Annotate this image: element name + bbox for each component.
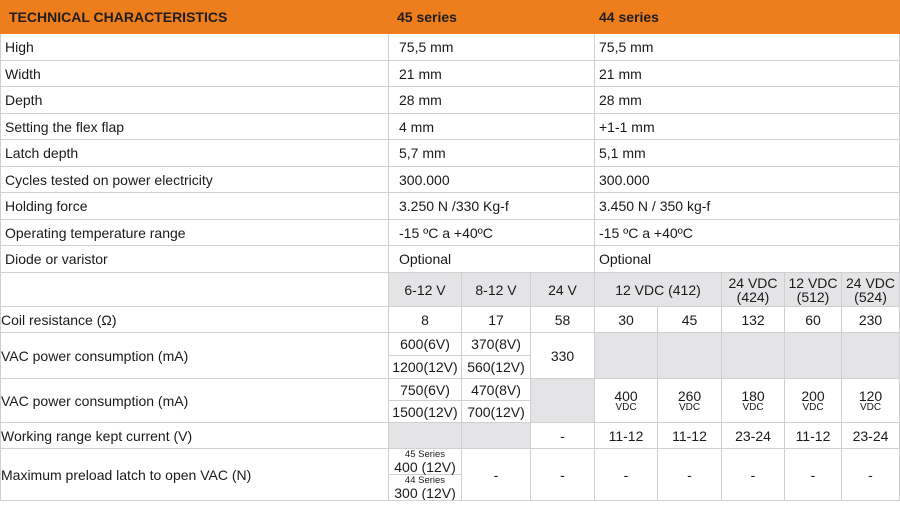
vdc-unit: VDC [615,401,637,413]
coil-value: 230 [842,307,900,333]
vac-value-bottom: 1500(12V) [392,403,458,420]
value-44: -15 ºC a +40ºC [595,220,900,246]
header-45-series: 45 series [389,1,595,34]
coil-value: 45 [658,307,722,333]
value-44: +1-1 mm [595,114,900,140]
empty-gray-cell [658,333,722,379]
vdc-number: 200 [801,387,825,404]
row-vac-consumption-1 [1,333,900,379]
row-holding-force [1,193,900,220]
empty-gray-cell [785,333,842,379]
row-label: Cycles tested on power electricity [1,167,389,193]
working-value: 11-12 [658,423,722,449]
working-value: - [531,423,595,449]
row-label: Latch depth [1,140,389,167]
value-44: 300.000 [595,167,900,193]
value-45: 3.250 N /330 Kg-f [389,193,595,220]
vac1-6-12v [389,333,462,379]
row-diode [1,246,900,273]
value-45: 4 mm [389,114,595,140]
row-temperature [1,220,900,246]
value-45: 75,5 mm [389,34,595,61]
row-label: Diode or varistor [1,246,389,273]
voltage-24vdc-424 [722,273,785,307]
vdc-value [595,379,658,423]
vac2-8-12v [462,379,531,423]
vdc-unit: VDC [802,401,824,413]
vac1-24v: 330 [531,333,595,379]
empty-gray-cell [462,423,531,449]
voltage-8-12v: 8-12 V [462,273,531,307]
empty-gray-cell [595,333,658,379]
dash-cell: - [722,449,785,501]
value-45: 5,7 mm [389,140,595,167]
value-44: 3.450 N / 350 kg-f [595,193,900,220]
row-label: VAC power consumption (mA) [1,379,389,423]
empty-gray-cell [389,423,462,449]
vdc-value [785,379,842,423]
table-title: TECHNICAL CHARACTERISTICS [1,1,389,34]
voltage-header-row [1,273,900,307]
dash-cell: - [842,449,900,501]
vac-value-top: 370(8V) [462,333,530,356]
voltage-top: 24 VDC [846,274,896,291]
vdc-value [658,379,722,423]
dash-cell: - [658,449,722,501]
voltage-bottom: (424) [736,288,770,305]
preload-45-block [389,449,461,475]
row-depth [1,87,900,114]
coil-value: 132 [722,307,785,333]
row-label: Holding force [1,193,389,220]
row-label: Width [1,61,389,87]
vdc-number: 120 [858,387,883,404]
coil-value: 17 [462,307,531,333]
row-coil-resistance [1,307,900,333]
vac-value-top: 600(6V) [389,333,461,356]
header-row [1,1,900,34]
dash-cell: - [785,449,842,501]
row-label: Depth [1,87,389,114]
vdc-unit: VDC [742,401,764,413]
row-working-range [1,423,900,449]
vac-value-bottom: 560(12V) [467,359,525,375]
empty-gray-cell [722,333,785,379]
row-label: Setting the flex flap [1,114,389,140]
row-label: VAC power consumption (mA) [1,333,389,379]
vdc-value [722,379,785,423]
value-44: 75,5 mm [595,34,900,61]
coil-value: 58 [531,307,595,333]
value-45: Optional [389,246,595,273]
row-vac-consumption-2 [1,379,900,423]
voltage-bottom: (524) [854,288,887,305]
row-flex-flap [1,114,900,140]
vac-value-bottom: 1200(12V) [392,359,458,375]
vac1-8-12v [462,333,531,379]
value-45: 21 mm [389,61,595,87]
value-44: 28 mm [595,87,900,114]
voltage-12vdc-512 [785,273,842,307]
vdc-value [842,379,900,423]
series-label: 45 Series [404,448,446,460]
dash-cell: - [595,449,658,501]
working-value: 23-24 [842,423,900,449]
coil-value: 30 [595,307,658,333]
value-44: Optional [595,246,900,273]
row-label: High [1,34,389,61]
vdc-unit: VDC [859,401,882,413]
dash-cell: - [462,449,531,501]
voltage-top: 12 VDC [788,274,838,291]
row-high [1,34,900,61]
vac-value-top: 470(8V) [462,379,530,401]
row-width [1,61,900,87]
empty-cell [1,273,389,307]
voltage-12vdc-412: 12 VDC (412) [595,273,722,307]
coil-value: 8 [389,307,462,333]
preload-value: 400 (12V) [394,458,456,475]
working-value: 23-24 [722,423,785,449]
vac2-6-12v [389,379,462,423]
value-45: -15 ºC a +40ºC [389,220,595,246]
working-value: 11-12 [595,423,658,449]
value-44: 5,1 mm [595,140,900,167]
voltage-bottom: (512) [796,288,830,305]
vac-value-top: 750(6V) [389,379,461,401]
row-label: Operating temperature range [1,220,389,246]
dash-cell: - [531,449,595,501]
vdc-number: 180 [741,387,765,404]
preload-44-block [389,475,461,500]
voltage-24vdc-524 [842,273,900,307]
vac-value-bottom: 700(12V) [467,403,525,420]
voltage-24v: 24 V [531,273,595,307]
header-44-series: 44 series [595,1,900,34]
preload-value: 300 (12V) [394,484,456,501]
voltage-6-12v: 6-12 V [389,273,462,307]
empty-gray-cell [842,333,900,379]
value-44: 21 mm [595,61,900,87]
row-label: Maximum preload latch to open VAC (N) [1,449,389,501]
row-cycles [1,167,900,193]
vdc-unit: VDC [678,401,701,413]
coil-value: 60 [785,307,842,333]
value-45: 300.000 [389,167,595,193]
vdc-number: 400 [614,387,638,404]
empty-gray-cell [531,379,595,423]
preload-values [389,449,462,501]
series-label: 44 Series [404,474,446,486]
vdc-number: 260 [677,387,702,404]
value-45: 28 mm [389,87,595,114]
row-latch-depth [1,140,900,167]
row-label: Coil resistance (Ω) [1,307,389,333]
working-value: 11-12 [785,423,842,449]
row-max-preload [1,449,900,501]
voltage-top: 24 VDC [728,274,778,291]
row-label: Working range kept current (V) [1,423,389,449]
